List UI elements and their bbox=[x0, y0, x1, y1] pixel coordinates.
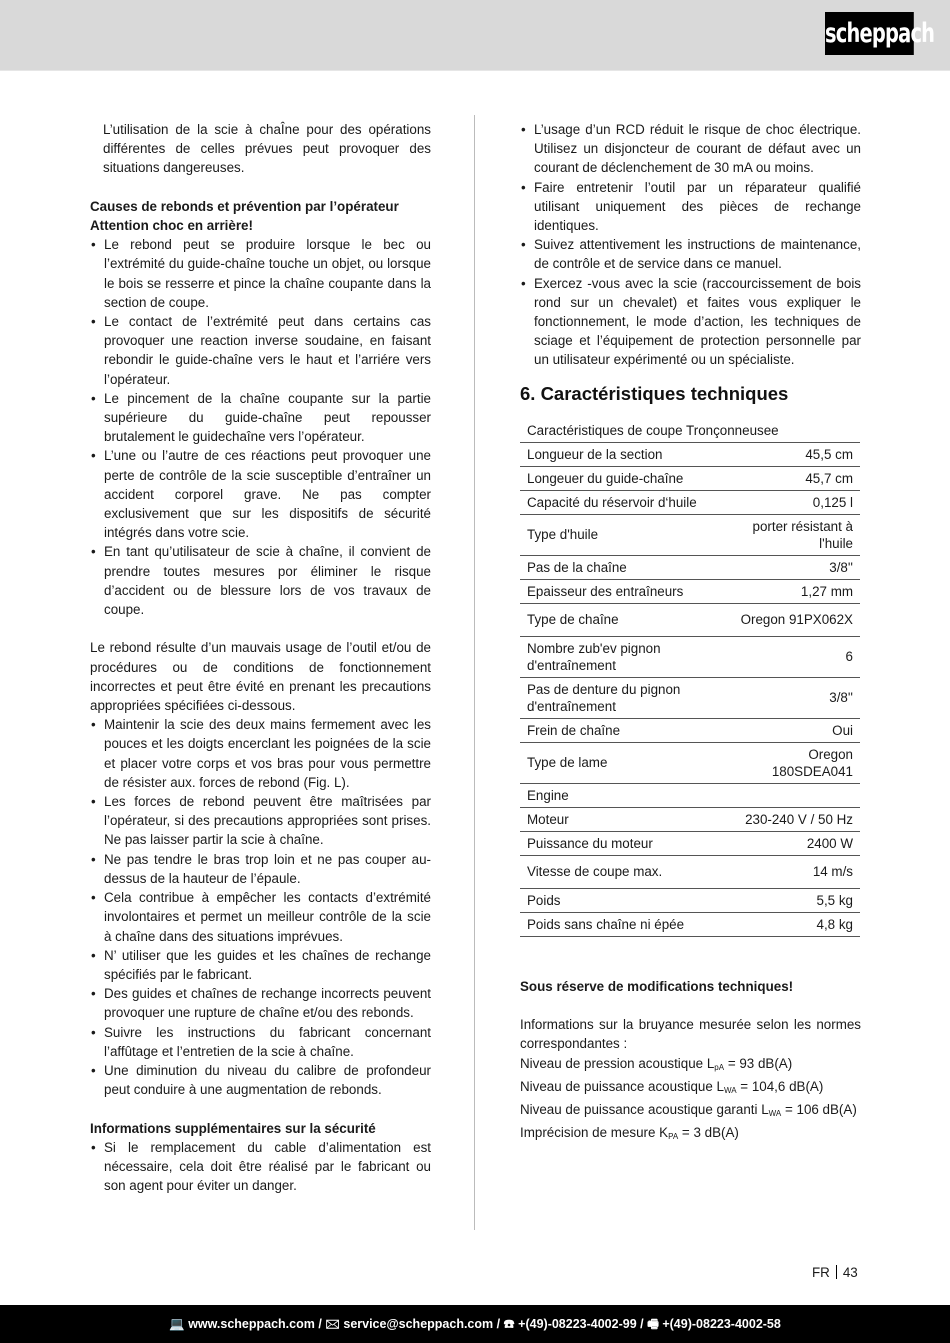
spec-label: Pas de denture du pignon d'entraînement bbox=[520, 677, 730, 718]
spec-row bbox=[520, 831, 860, 855]
spec-value: 230-240 V / 50 Hz bbox=[730, 807, 860, 831]
spec-label: Poids bbox=[520, 888, 730, 912]
noise-line bbox=[520, 1077, 861, 1100]
bullet-item: • Si le remplacement du cable d’alimentation est nécessaire, cela doit être réalisé par le fabricant ou son agent pour éviter un danger. bbox=[90, 1138, 431, 1196]
noise-subscript: PA bbox=[668, 1132, 679, 1142]
bullet-item: • Exercez -vous avec la scie (raccourcissement de bois rond sur un chevalet) et faites vous expliquer le fonctionnement, le mode d’action, les techniques de sciage et l’équipement de protection personnelle par un utilisateur expérimenté ou un spécialiste. bbox=[520, 274, 861, 370]
bullet-item: • Le rebond peut se produire lorsque le bec ou l’extrémité du guide-chaîne touche un objet, ou lorsque le bois se resserre et pince la chaîne coupante dans la section de coupe. bbox=[90, 235, 431, 312]
spec-label: Moteur bbox=[520, 807, 730, 831]
spec-value: 4,8 kg bbox=[730, 912, 860, 936]
spec-row bbox=[520, 490, 860, 514]
bullet-item: • En tant qu’utilisateur de scie à chaîne, il convient de prendre toutes mesures por éliminer le risque d’accident ou de blessure lors de vos travaux de coupe. bbox=[90, 542, 431, 619]
page-header bbox=[0, 0, 950, 71]
spec-value: Oui bbox=[730, 718, 860, 742]
paragraph: L’utilisation de la scie à chaÎne pour des opérations différentes de celles prévues peut provoquer des situations dangereuses. bbox=[103, 122, 431, 176]
spec-row bbox=[520, 677, 860, 718]
spec-row bbox=[520, 807, 860, 831]
spacer bbox=[90, 619, 431, 638]
subheading: Informations supplémentaires sur la sécurité bbox=[90, 1120, 376, 1136]
spec-label: Puissance du moteur bbox=[520, 831, 730, 855]
spec-value: 3/8'' bbox=[730, 555, 860, 579]
bullet-item: • L’usage d’un RCD réduit le risque de choc électrique. Utilisez un disjoncteur de courant de défaut avec un courant de déclenchement de 30 mA ou moins. bbox=[520, 120, 861, 178]
subheading: Attention choc en arrière! bbox=[90, 218, 253, 233]
spec-value: 45,5 cm bbox=[730, 442, 860, 466]
page-lang: FR bbox=[812, 1265, 830, 1280]
spec-value: 14 m/s bbox=[730, 855, 860, 888]
bullet-item: • Des guides et chaînes de rechange incorrects peuvent provoquer une rupture de chaîne et/ou des rebonds. bbox=[90, 984, 431, 1022]
spec-label: Longeuer du guide-chaîne bbox=[520, 466, 730, 490]
spec-label: Longueur de la section bbox=[520, 442, 730, 466]
spec-value: Oregon 91PX062X bbox=[730, 603, 860, 636]
spec-value: 5,5 kg bbox=[730, 888, 860, 912]
noise-label: Niveau de puissance acoustique L bbox=[520, 1078, 724, 1094]
page-num: 43 bbox=[842, 1265, 858, 1280]
bullet-item: • Une diminution du niveau du calibre de profondeur peut conduire à une augmentation de rebonds. bbox=[90, 1061, 431, 1099]
spec-row bbox=[520, 514, 860, 555]
scheppach-logo: scheppach bbox=[825, 12, 914, 55]
left-column bbox=[90, 120, 431, 1195]
spec-row bbox=[520, 466, 860, 490]
specs-table bbox=[520, 417, 860, 937]
spec-label: Capacité du réservoir d‘huile bbox=[520, 490, 730, 514]
noise-subscript: pA bbox=[714, 1062, 725, 1072]
spec-row bbox=[520, 636, 860, 677]
specs-caption: Caractéristiques de coupe Tronçonneusee bbox=[520, 417, 860, 443]
bullet-item: • Suivre les instructions du fabricant concernant l’affûtage et l’entretien de la scie à chaîne. bbox=[90, 1023, 431, 1061]
noise-line bbox=[520, 1123, 861, 1146]
spec-label: Pas de la chaîne bbox=[520, 555, 730, 579]
spec-label: Epaisseur des entraîneurs bbox=[520, 579, 730, 603]
spec-row bbox=[520, 579, 860, 603]
spec-value: porter résistant à l'huile bbox=[730, 514, 860, 555]
noise-line bbox=[520, 1054, 861, 1077]
spec-row bbox=[520, 888, 860, 912]
bullet-item: • Suivez attentivement les instructions de maintenance, de contrôle et de service dans ce manuel. bbox=[520, 235, 861, 273]
spec-value: 0,125 l bbox=[730, 490, 860, 514]
spec-row bbox=[520, 555, 860, 579]
noise-value: = 93 dB(A) bbox=[724, 1055, 793, 1071]
right-column bbox=[520, 120, 861, 1146]
noise-value: = 3 dB(A) bbox=[678, 1125, 739, 1141]
spec-label: Engine bbox=[520, 783, 730, 807]
spec-value: 3/8'' bbox=[730, 677, 860, 718]
spec-value: 45,7 cm bbox=[730, 466, 860, 490]
spec-label: Type de chaîne bbox=[520, 603, 730, 636]
spec-row bbox=[520, 442, 860, 466]
column-divider bbox=[474, 115, 475, 1230]
bullet-item: • Ne pas tendre le bras trop loin et ne pas couper au-dessus de la hauteur de l’épaule. bbox=[90, 850, 431, 888]
noise-line bbox=[520, 1100, 861, 1123]
bullet-item: • Cela contribue à empêcher les contacts d’extrémité involontaires et permet un meilleur contrôle de la scie à chaîne dans des situations imprévues. bbox=[90, 888, 431, 946]
bullet-item: • Maintenir la scie des deux mains fermement avec les pouces et les doigts encerclant les poignées de la scie et placer votre corps et vos bras pour vous permettre de résister aux. forces de rebond (Fig. L). bbox=[90, 715, 431, 792]
noise-label: Niveau de pression acoustique L bbox=[520, 1055, 715, 1071]
spacer bbox=[90, 178, 431, 197]
notice: Sous réserve de modifications techniques! bbox=[520, 978, 794, 994]
spec-label: Type d'huile bbox=[520, 514, 730, 555]
noise-subscript: WA bbox=[723, 1085, 737, 1095]
bullet-item: • Les forces de rebond peuvent être maîtrisées par l’opérateur, si des precautions appropriées sont prises. Ne pas laisser partir la scie à chaîne. bbox=[90, 792, 431, 850]
spacer bbox=[90, 1099, 431, 1118]
spec-label: Frein de chaîne bbox=[520, 718, 730, 742]
contact-footer: 💻 www.scheppach.com / 🖂 service@scheppach.com / ☎ +(49)-08223-4002-99 / 🖷 +(49)-08223-4002-58 bbox=[0, 1305, 950, 1343]
bullet-item: • L’une ou l’autre de ces réactions peut provoquer une perte de contrôle de la scie susceptible d’entraîner un accident corporel grave. Ne pas compter exclusivement que sur les dispositifs de sécurité intégrés dans votre scie. bbox=[90, 446, 431, 542]
spec-row bbox=[520, 603, 860, 636]
spec-row bbox=[520, 718, 860, 742]
spec-value: 2400 W bbox=[730, 831, 860, 855]
spec-label: Poids sans chaîne ni épée bbox=[520, 912, 730, 936]
paragraph: Le rebond résulte d’un mauvais usage de l’outil et/ou de procédures ou de conditions de fonctionnement incorrectes et peut être évité en prenant les precautions appropriées spécifiées ci-dessous. bbox=[90, 640, 431, 714]
subheading: Causes de rebonds et prévention par l’opérateur bbox=[90, 198, 399, 214]
spec-row bbox=[520, 742, 860, 783]
bullet-item: • N’ utiliser que les guides et les chaînes de rechange spécifiés par le fabricant. bbox=[90, 946, 431, 984]
noise-subscript: WA bbox=[768, 1109, 782, 1119]
spec-row bbox=[520, 912, 860, 936]
bullet-item: • Le contact de l’extrémité peut dans certains cas provoquer une reaction inverse soudaine, en faisant rebondir le guide-chaîne vers le haut et l’arriére vers l’opérateur. bbox=[90, 312, 431, 389]
noise-label: Imprécision de mesure K bbox=[520, 1125, 669, 1141]
spec-value: 6 bbox=[730, 636, 860, 677]
noise-label: Niveau de puissance acoustique garanti L bbox=[520, 1102, 769, 1118]
spec-label: Type de lame bbox=[520, 742, 730, 783]
spec-label: Vitesse de coupe max. bbox=[520, 855, 730, 888]
spec-label: Nombre zub'ev pignon d'entraînement bbox=[520, 636, 730, 677]
noise-value: = 104,6 dB(A) bbox=[736, 1078, 824, 1094]
page-number bbox=[812, 1265, 858, 1280]
spec-value bbox=[730, 783, 860, 807]
spec-row bbox=[520, 783, 860, 807]
bullet-item: • Le pincement de la chaîne coupante sur la partie supérieure du guide-chaîne peut repousser brutalement le guidechaîne vers l’opérateur. bbox=[90, 389, 431, 447]
noise-intro: Informations sur la bruyance mesurée selon les normes correspondantes : bbox=[520, 1017, 861, 1052]
bullet-item: • Faire entretenir l’outil par un réparateur qualifié utilisant uniquement des pièces de rechange identiques. bbox=[520, 178, 861, 236]
spec-value: Oregon 180SDEA041 bbox=[730, 742, 860, 783]
spec-value: 1,27 mm bbox=[730, 579, 860, 603]
section-title: 6. Caractéristiques techniques bbox=[520, 382, 789, 404]
noise-value: = 106 dB(A) bbox=[781, 1102, 857, 1118]
spec-row bbox=[520, 855, 860, 888]
